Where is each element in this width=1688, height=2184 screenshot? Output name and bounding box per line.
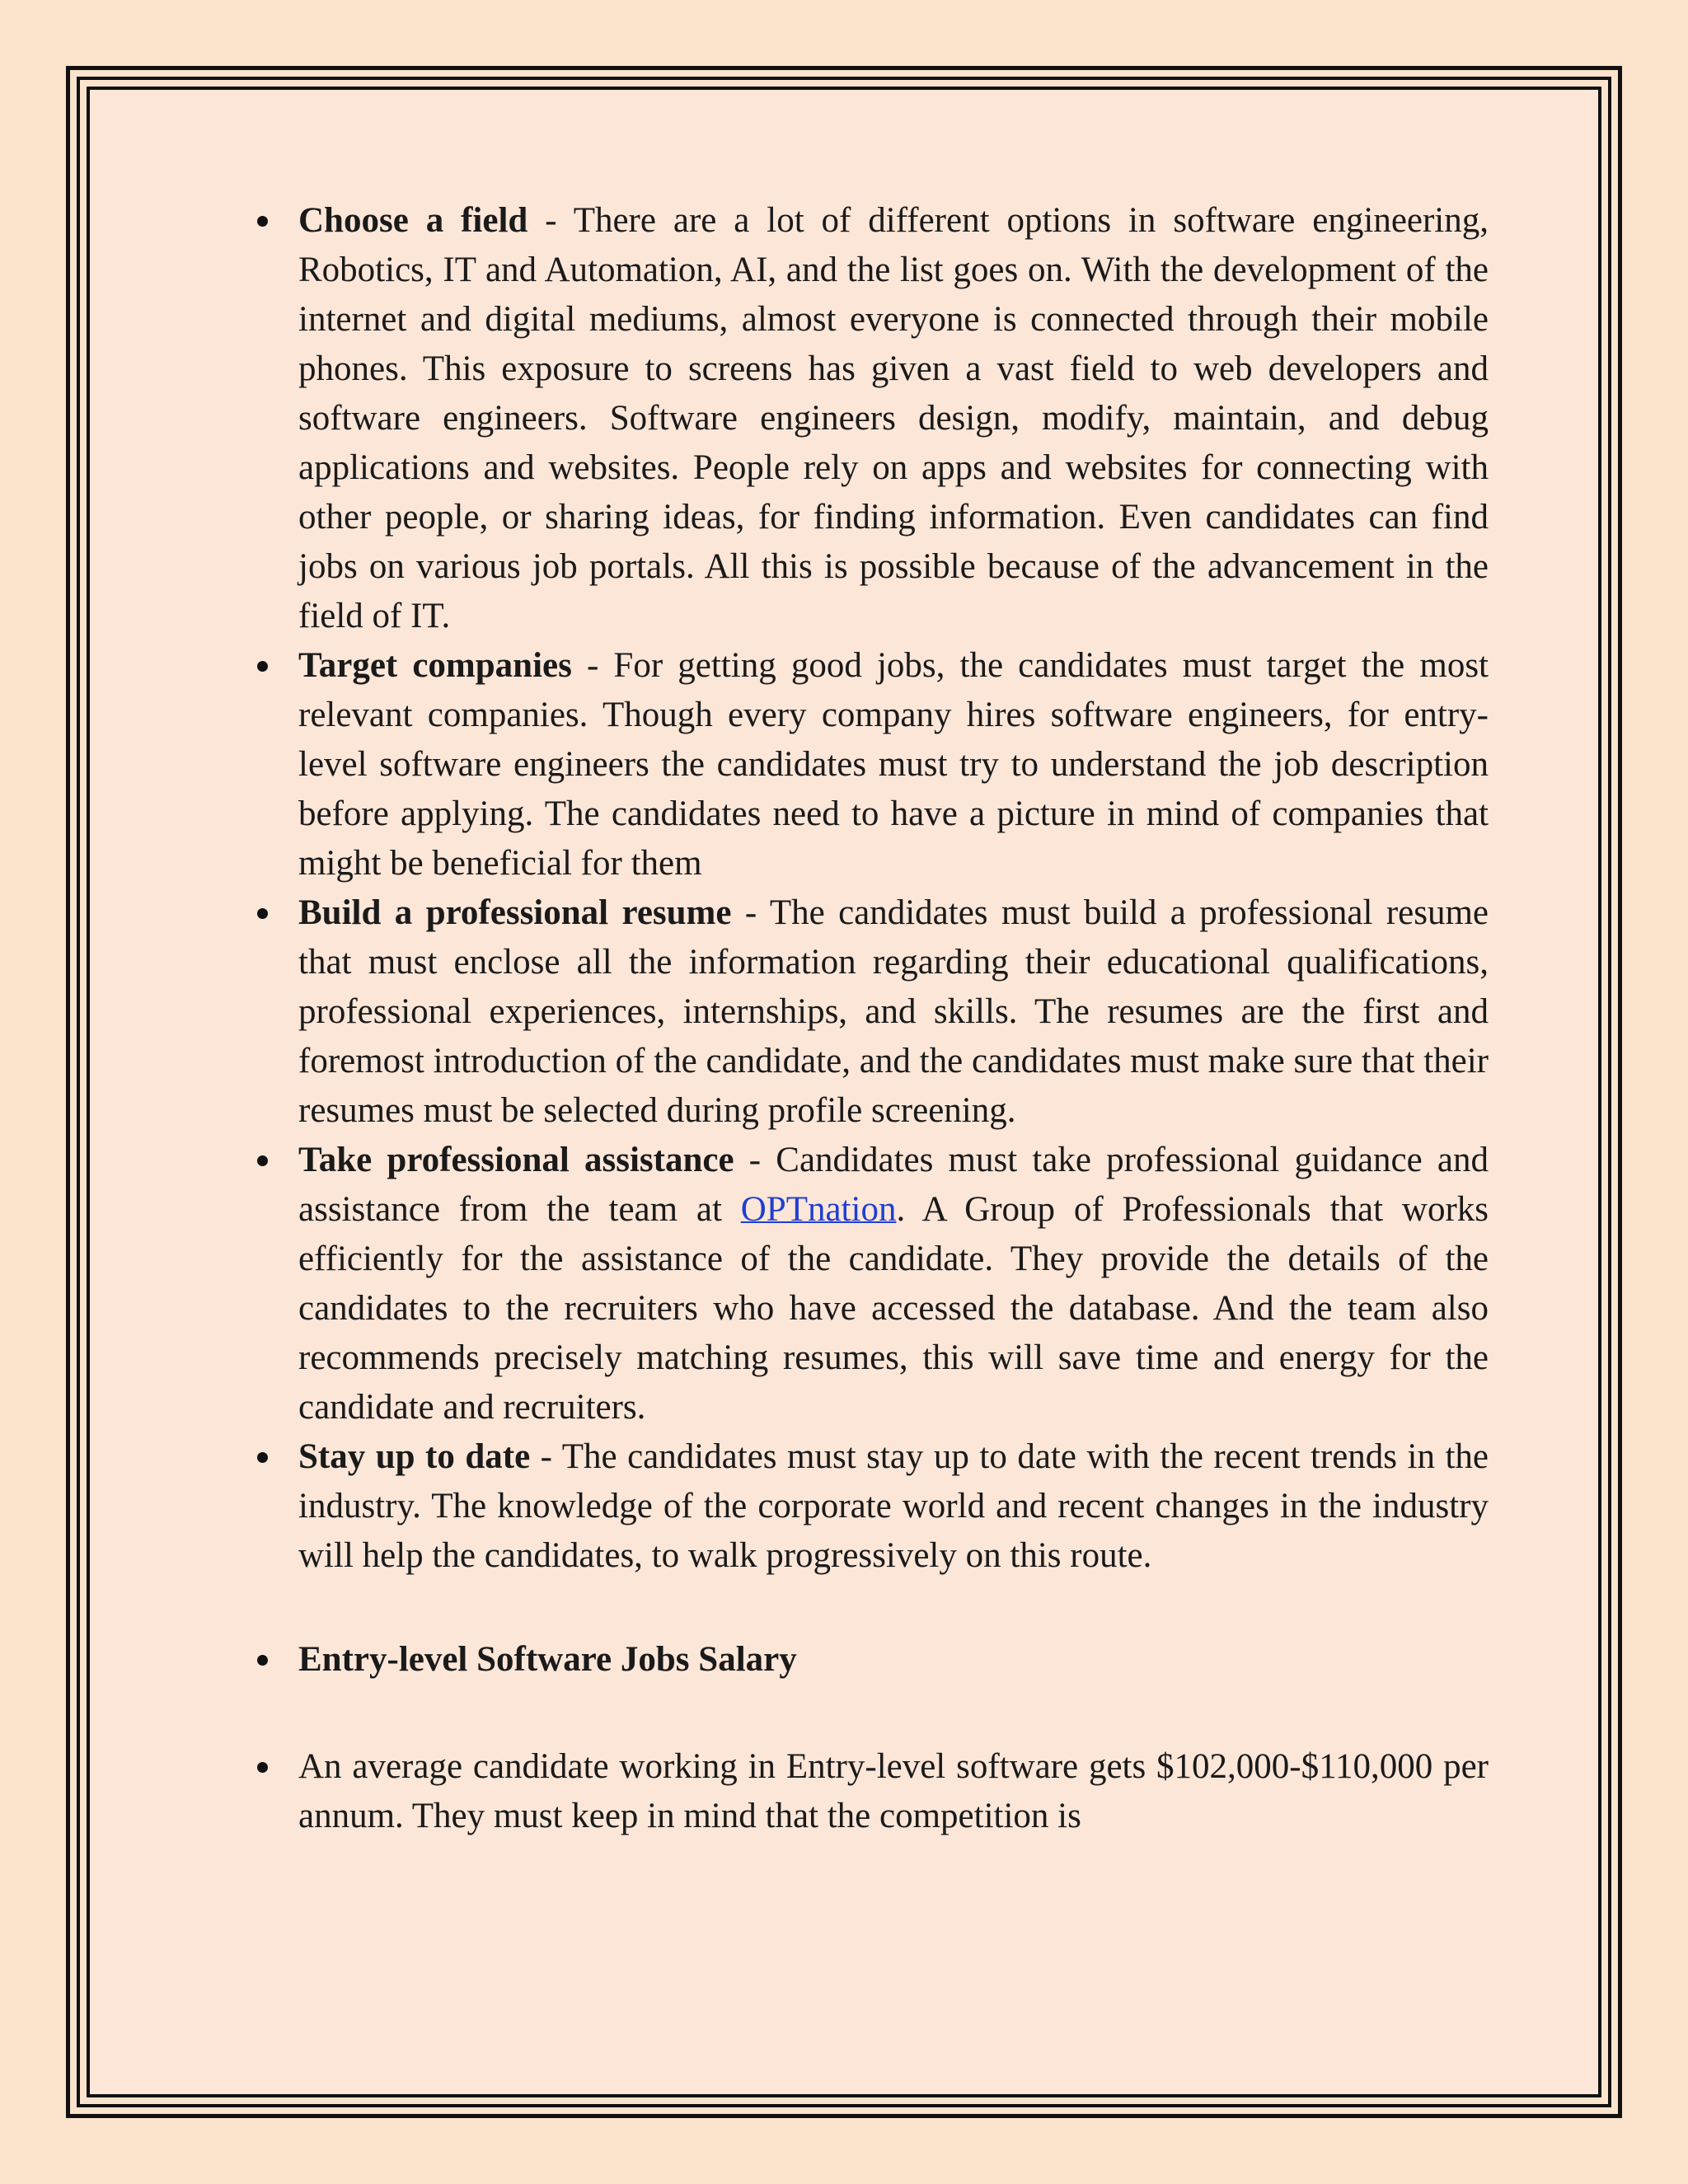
item-text: - For getting good jobs, the candidates must target the most relevant companies. Though every company hires software engineers, for entry-level software engineers the candidates must try to understand the job description before applying. The candidates need to have a picture in mind of companies that might be beneficial for them: [298, 646, 1489, 883]
bullet-icon: [254, 1742, 270, 1792]
section-heading-item: [298, 1635, 1489, 1685]
item-text: - The candidates must build a professional resume that must enclose all the information regarding their educational qualifications, professional experiences, internships, and skills. The resumes are the first and foremost introduction of the candidate, and the candidates must make sure that their resumes must be selected during profile screening.: [298, 893, 1489, 1130]
list-item: [298, 888, 1489, 1136]
bullet-icon: [254, 888, 270, 938]
optnation-link[interactable]: OPTnation: [740, 1190, 897, 1229]
list-item: [298, 196, 1489, 641]
bullet-icon: [254, 641, 270, 691]
item-term: Take professional assistance: [298, 1141, 734, 1179]
list-item: [298, 1432, 1489, 1581]
item-text: . A Group of Professionals that works efficiently for the assistance of the candidate. They provide the details of the candidates to the recruiters who have accessed the database. And the team also recommends precisely matching resumes, this will save time and energy for the candidate and recruiters.: [298, 1190, 1489, 1427]
item-text: - The candidates must stay up to date with the recent trends in the industry. The knowledge of the corporate world and recent changes in the industry will help the candidates, to walk progressively on this route.: [298, 1437, 1489, 1575]
section-heading: Entry-level Software Jobs Salary: [298, 1640, 797, 1679]
item-text: An average candidate working in Entry-level software gets $102,000-$110,000 per annum. They must keep in mind that the competition is: [298, 1747, 1489, 1835]
item-term: Build a professional resume: [298, 893, 732, 932]
bullet-icon: [254, 1432, 270, 1482]
item-term: Target companies: [298, 646, 572, 685]
list-item: [298, 1742, 1489, 1841]
list-item: [298, 641, 1489, 888]
bullet-icon: [254, 1136, 270, 1185]
item-term: Stay up to date: [298, 1437, 531, 1476]
item-text: - Candidates must take professional guidance and assistance from the team at: [298, 1141, 1489, 1229]
bullet-list: [298, 196, 1489, 1841]
item-text: - There are a lot of different options in software engineering, Robotics, IT and Automation, AI, and the list goes on. With the development of the internet and digital mediums, almost everyone is connected through their mobile phones. This exposure to screens has given a vast field to web developers and software engineers. Software engineers design, modify, maintain, and debug applications and websites. People rely on apps and websites for connecting with other people, or sharing ideas, for finding information. Even candidates can find jobs on various job portals. All this is possible because of the advancement in the field of IT.: [298, 201, 1489, 635]
item-term: Choose a field: [298, 201, 528, 240]
document-body: [298, 196, 1489, 1841]
bullet-icon: [254, 1635, 270, 1685]
list-item: [298, 1136, 1489, 1432]
bullet-icon: [254, 196, 270, 246]
